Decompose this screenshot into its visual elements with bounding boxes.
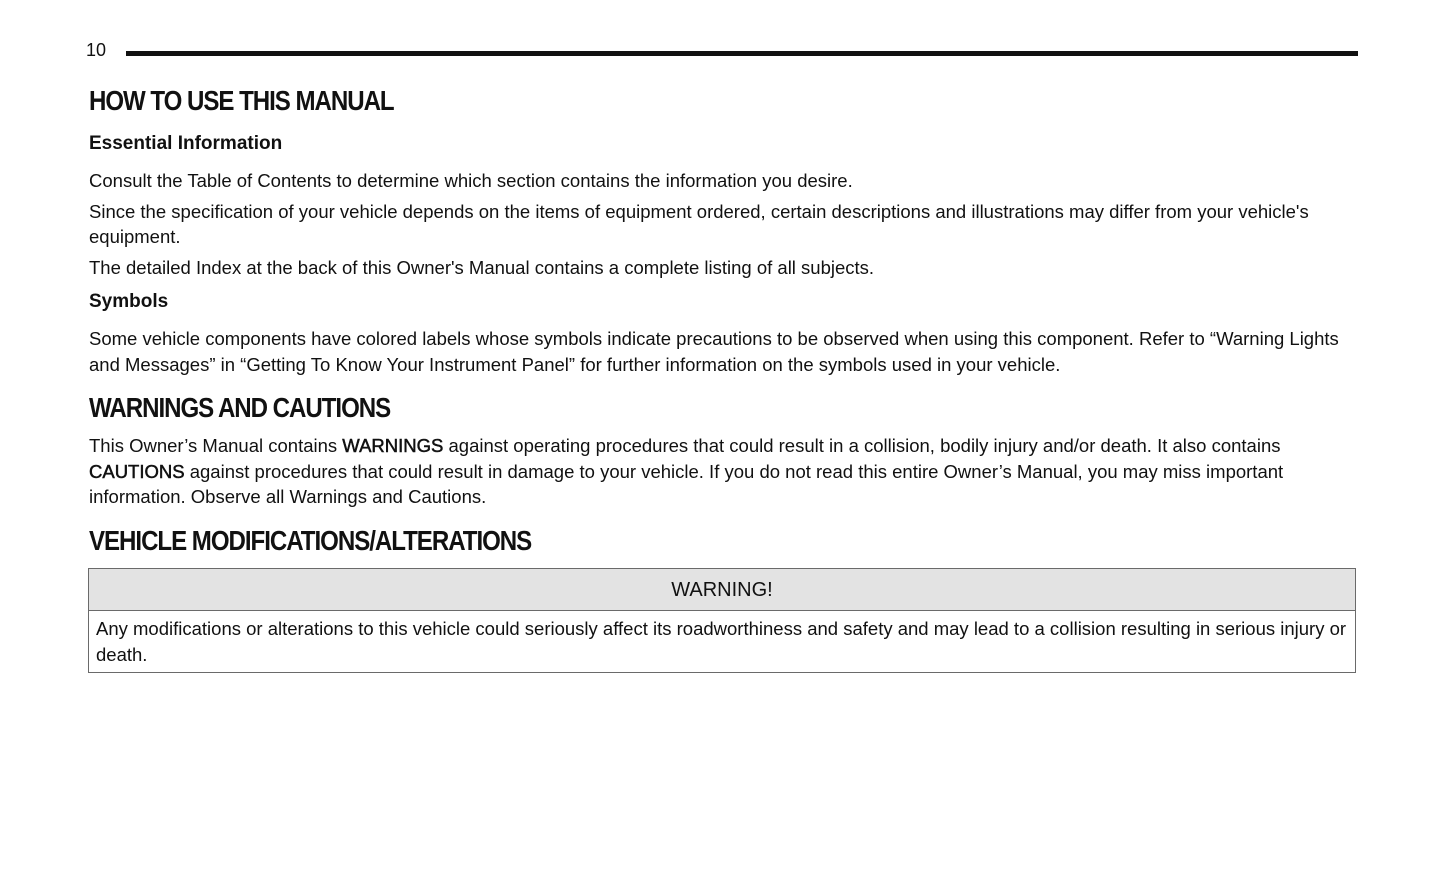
section-title-modifications: VEHICLE MODIFICATIONS/ALTERATIONS — [89, 524, 532, 556]
warnings-text-part2: against operating procedures that could result in a collision, bodily injury and/or death. It also contains — [443, 435, 1281, 456]
warnings-text-part1: This Owner’s Manual contains — [89, 435, 343, 456]
cautions-keyword: CAUTIONS — [89, 460, 185, 482]
warning-box-title: WARNING! — [89, 569, 1355, 611]
header-rule — [126, 51, 1358, 56]
paragraph-warnings-cautions — [89, 433, 1355, 510]
page-number: 10 — [86, 40, 107, 60]
warnings-keyword: WARNINGS — [342, 435, 444, 456]
paragraph-index: The detailed Index at the back of this Owner's Manual contains a complete listing of all subjects. — [89, 256, 875, 278]
section-title-how-to-use: HOW TO USE THIS MANUAL — [89, 85, 394, 116]
warnings-text-part3: against procedures that could result in damage to your vehicle. If you do not read this entire Owner’s Manual, you may miss important information. Observe all Warnings and Cautions. — [89, 460, 1284, 507]
warning-box-text: Any modifications or alterations to this vehicle could seriously affect its roadworthiness and safety and may lead to a collision resulting in serious injury or death. — [96, 618, 1347, 665]
page-header — [86, 38, 1358, 62]
page-content — [89, 80, 1355, 560]
section-title-warnings-cautions: WARNINGS AND CAUTIONS — [89, 392, 391, 423]
paragraph-symbols: Some vehicle components have colored labels whose symbols indicate precautions to be observed when using this component. Refer to “Warning Lights and Messages” in “Getting To Know Your Instrument Panel” for further information on the symbols used in your vehicle. — [89, 328, 1339, 375]
paragraph-specification: Since the specification of your vehicle depends on the items of equipment ordered, certain descriptions and illustrations may differ from your vehicle's equipment. — [89, 200, 1309, 247]
subheading-essential-information: Essential Information — [89, 133, 283, 154]
warning-box — [88, 568, 1356, 673]
subheading-symbols: Symbols — [89, 291, 169, 312]
paragraph-table-of-contents: Consult the Table of Contents to determine which section contains the information you desire. — [89, 170, 853, 191]
